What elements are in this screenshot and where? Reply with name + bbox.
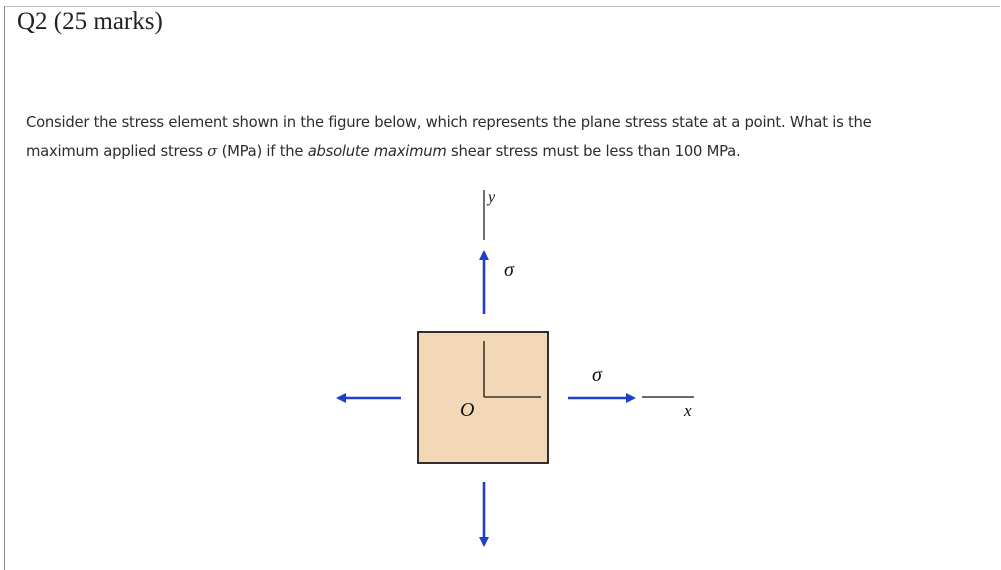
question-text-segment: shear stress must be less than 100 MPa. [446, 143, 741, 160]
stress-label-top: σ [504, 259, 514, 281]
emphasis-text: absolute maximum [307, 143, 447, 160]
question-text-segment: maximum applied stress [26, 143, 208, 160]
sigma-symbol: σ [207, 143, 218, 160]
question-header: Q2 (25 marks) [17, 8, 163, 35]
y-axis-label: y [488, 189, 496, 206]
origin-label: O [460, 399, 475, 421]
question-text-segment: (MPa) if the [217, 143, 308, 160]
question-text-line-1: Consider the stress element shown in the figure below, which represents the plane stress state at a point. What is the [26, 114, 872, 131]
x-axis-label: x [684, 401, 692, 420]
stress-label-right: σ [592, 364, 602, 386]
